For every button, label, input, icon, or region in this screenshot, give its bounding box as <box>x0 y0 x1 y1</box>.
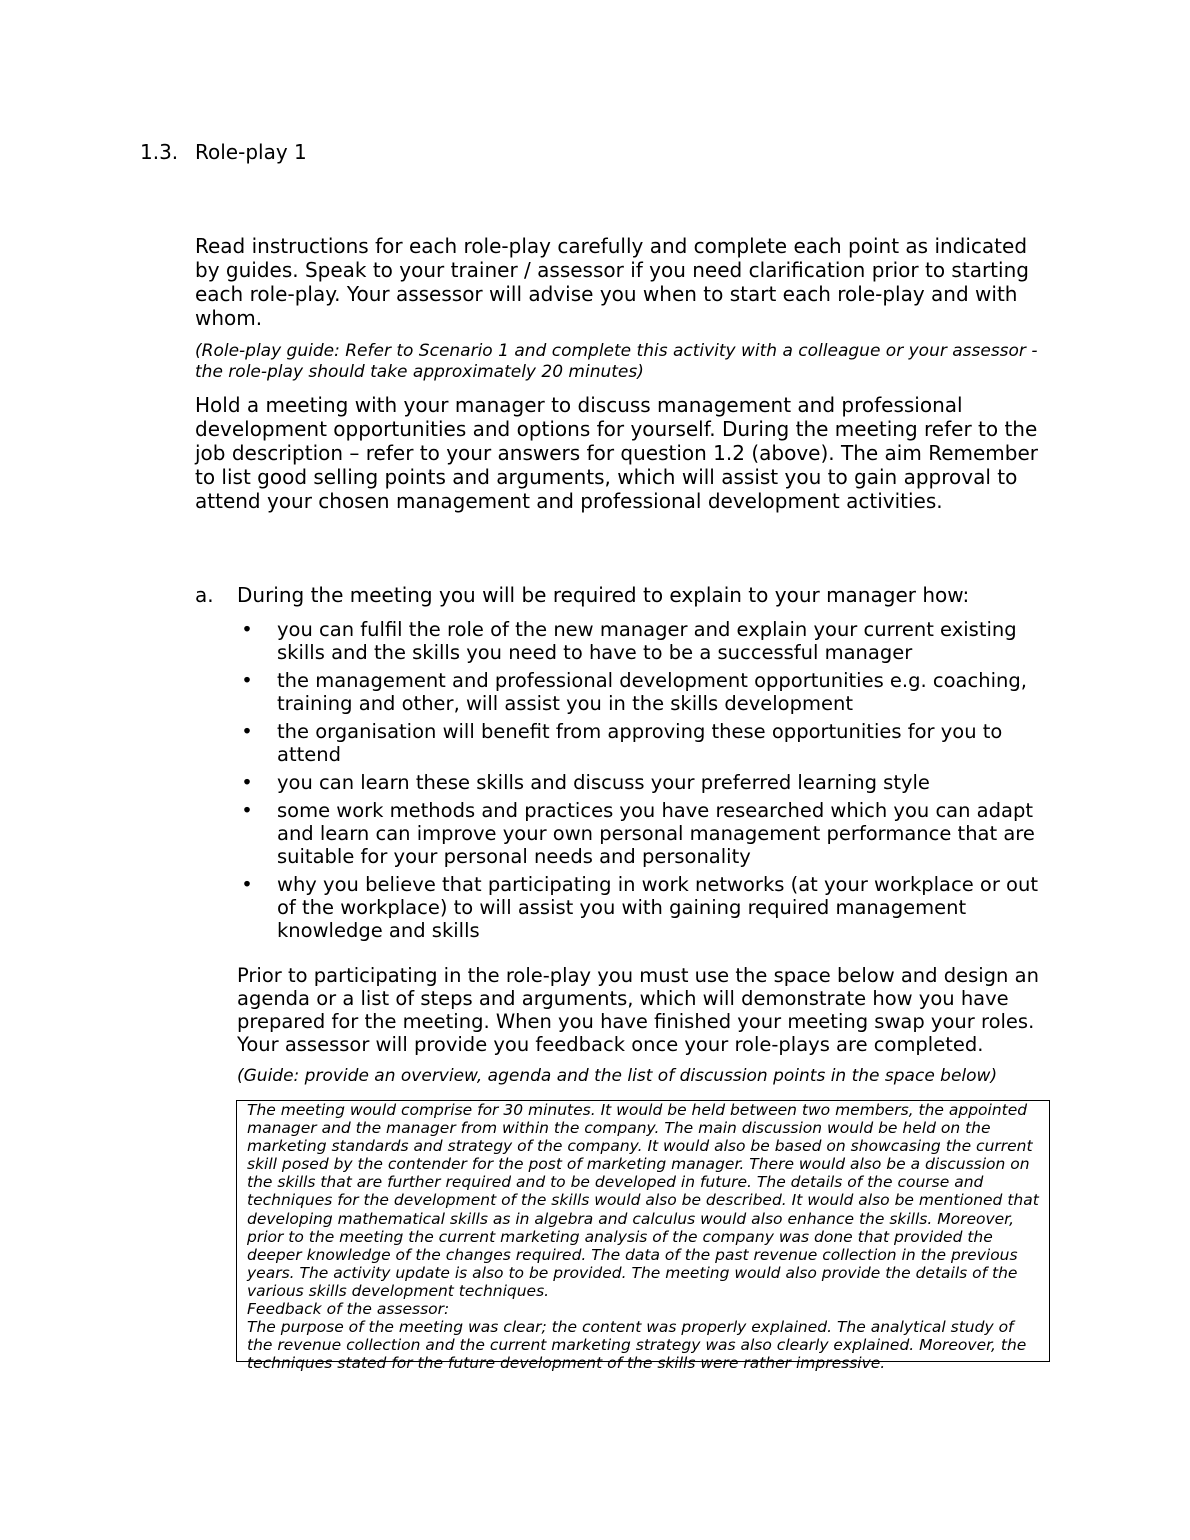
list-item-text: the organisation will benefit from approving these opportunities for you to attend <box>277 720 1003 766</box>
list-item <box>237 669 1047 715</box>
feedback-label: Feedback of the assessor: <box>247 1300 450 1319</box>
list-item <box>237 799 1047 868</box>
section-title: Role-play 1 <box>195 140 307 164</box>
bullet-icon: • <box>241 618 253 641</box>
list-item-text: some work methods and practices you have researched which you can adapt and learn can improve your own personal management performance that are suitable for your personal needs and personality <box>277 799 1035 868</box>
bullet-icon: • <box>241 799 253 822</box>
list-item-text: you can fulfil the role of the new manager and explain your current existing skills and the skills you need to have to be a successful manager <box>277 618 1017 664</box>
section-number: 1.3. <box>140 140 179 164</box>
list-item-text: you can learn these skills and discuss your preferred learning style <box>277 771 930 794</box>
bullet-icon: • <box>241 669 253 692</box>
list-item <box>237 873 1047 942</box>
bullet-icon: • <box>241 720 253 743</box>
item-a-letter: a. <box>195 583 214 607</box>
feedback-text: The purpose of the meeting was clear; the content was properly explained. The analytical study of the revenue collection and the current marketing strategy was also clearly explained. Moreover, the techniques stated for the future development of the skills were rather impressive. <box>247 1318 1027 1373</box>
task-description: Hold a meeting with your manager to discuss management and professional development opportunities and options for yourself. During the meeting refer to the job description – refer to your answers for question 1.2 (above). The aim Remember to list good selling points and arguments, which will assist you to gain approval to attend your chosen management and professional development activities. <box>195 393 1038 513</box>
item-a <box>195 583 1055 607</box>
answer-body: The meeting would comprise for 30 minutes. It would be held between two members, the appointed manager and the manager from within the company. The main discussion would be held on the marketing standards and strategy of the company. It would also be based on showcasing the current skill posed by the contender for the post of marketing manager. There would also be a discussion on the skills that are further required and to be developed in future. The details of the course and techniques for the development of the skills would also be described. It would also be mentioned that developing mathematical skills as in algebra and calculus would also enhance the skills. Moreover, prior to the meeting the current marketing analysis of the company was done that provided the deeper knowledge of the changes required. The data of the past revenue collection in the previous years. The activity update is also to be provided. The meeting would also provide the details of the various skills development techniques. <box>247 1101 1039 1300</box>
roleplay-guide-note: (Role-play guide: Refer to Scenario 1 and complete this activity with a colleague or your assessor - the role-play should take approximately 20 minutes) <box>195 341 1038 382</box>
answer-guide-note: (Guide: provide an overview, agenda and the list of discussion points in the space below) <box>237 1066 998 1086</box>
list-item <box>237 771 1047 794</box>
prior-instructions: Prior to participating in the role-play you must use the space below and design an agenda or a list of steps and arguments, which will demonstrate how you have prepared for the meeting. When you have finished your meeting swap your roles. Your assessor will provide you feedback once your role-plays are completed. <box>237 964 1039 1056</box>
list-item <box>237 618 1047 664</box>
explain-points-list <box>237 618 1047 947</box>
list-item-text: why you believe that participating in work networks (at your workplace or out of the workplace) to will assist you with gaining required management knowledge and skills <box>277 873 1038 942</box>
section-heading <box>140 140 307 164</box>
list-item <box>237 720 1047 766</box>
bullet-icon: • <box>241 873 253 896</box>
item-a-text: During the meeting you will be required to explain to your manager how: <box>237 583 970 607</box>
answer-box[interactable] <box>236 1100 1050 1373</box>
list-item-text: the management and professional development opportunities e.g. coaching, training and other, will assist you in the skills development <box>277 669 1027 715</box>
bullet-icon: • <box>241 771 253 794</box>
intro-paragraph: Read instructions for each role-play carefully and complete each point as indicated by guides. Speak to your trainer / assessor if you need clarification prior to starting each role-play. Your assessor will advise you when to start each role-play and with whom. <box>195 234 1029 330</box>
